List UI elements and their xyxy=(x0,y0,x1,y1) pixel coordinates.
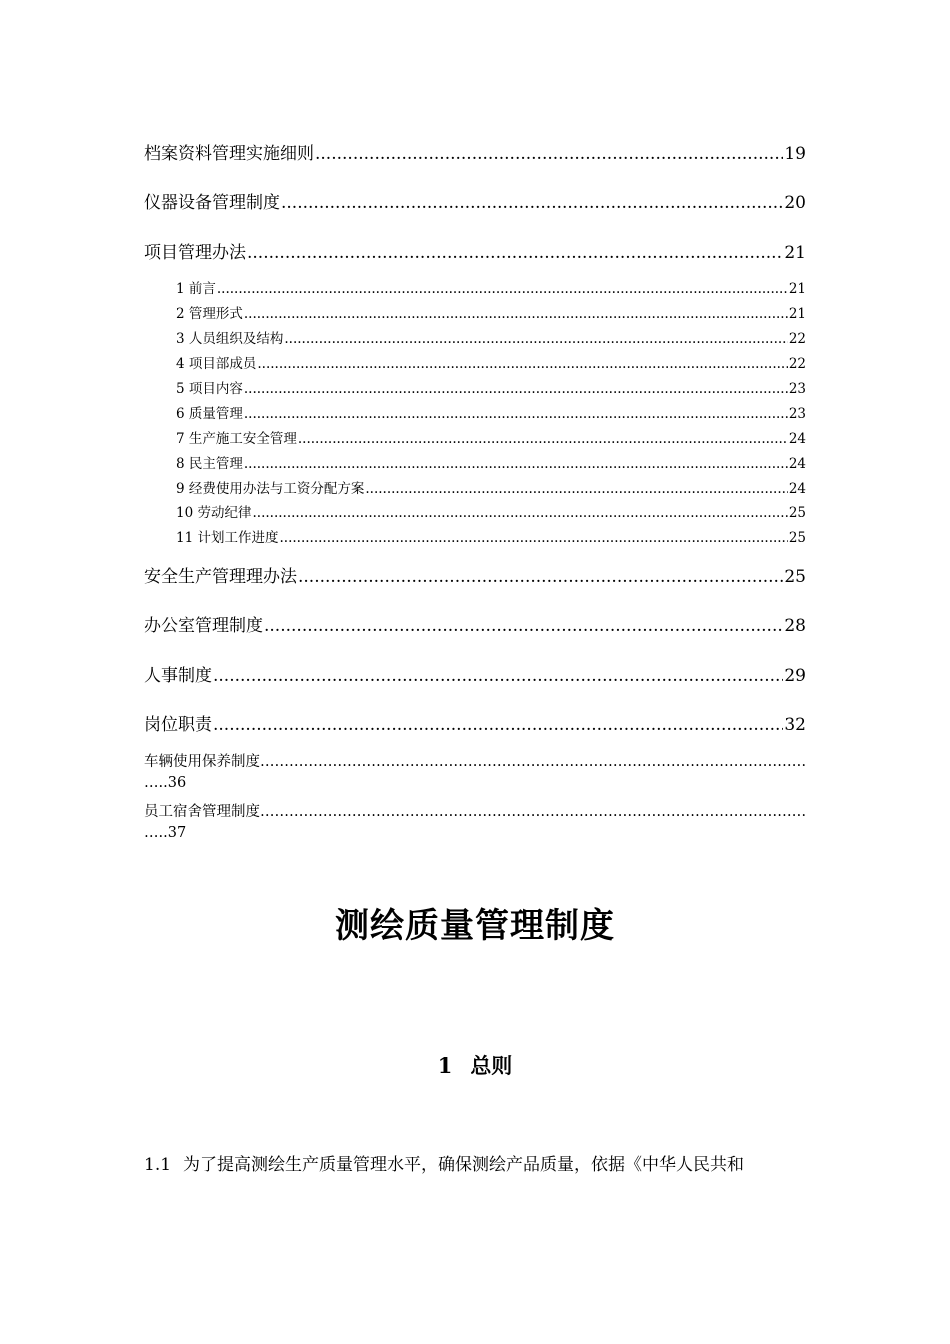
toc-leader-dots xyxy=(298,431,788,447)
toc-entry-page: 28 xyxy=(784,616,806,636)
section-title: 总则 xyxy=(470,1053,513,1078)
toc-subentry[interactable] xyxy=(176,526,806,546)
toc-leader-dots xyxy=(260,754,806,770)
toc-subentry-page: 25 xyxy=(788,530,806,546)
toc-leader-dots xyxy=(279,530,787,546)
toc-leader-dots xyxy=(315,144,783,164)
toc-subentry-title: 10 劳动纪律 xyxy=(176,505,252,521)
toc-subentry[interactable] xyxy=(176,452,806,472)
toc-subentry-page: 24 xyxy=(788,481,806,497)
toc-subentry-title: 9 经费使用办法与工资分配方案 xyxy=(176,481,365,497)
toc-entry-wrapped[interactable] xyxy=(144,750,806,771)
toc-entry[interactable] xyxy=(144,661,806,686)
toc-subentry-page: 23 xyxy=(788,406,806,422)
toc-entry-title: 办公室管理制度 xyxy=(144,616,263,636)
toc-leader-dots xyxy=(257,356,787,372)
toc-subentry-title: 1 前言 xyxy=(176,281,216,297)
toc-subentry-title: 3 人员组织及结构 xyxy=(176,331,284,347)
toc-entry-title: 仪器设备管理制度 xyxy=(144,193,280,213)
toc-leader-dots xyxy=(213,666,783,686)
toc-subentry[interactable] xyxy=(176,352,806,372)
toc-entry-page: 25 xyxy=(784,567,806,587)
toc-entry-page: 21 xyxy=(784,243,806,263)
toc-entry[interactable] xyxy=(144,710,806,735)
toc-leader-dots xyxy=(244,406,788,422)
toc-leader-dots xyxy=(252,505,787,521)
paragraph xyxy=(144,1150,814,1175)
toc-entry-page: 32 xyxy=(784,715,806,735)
toc-subentry[interactable] xyxy=(176,427,806,447)
toc-leader-dots xyxy=(298,567,783,587)
toc-leader-dots xyxy=(244,381,788,397)
toc-subentry-title: 11 计划工作进度 xyxy=(176,530,279,546)
toc-subentry[interactable] xyxy=(176,477,806,497)
toc-subentry[interactable] xyxy=(176,277,806,297)
toc-leader-dots xyxy=(284,331,787,347)
toc-entry-title: 人事制度 xyxy=(144,666,212,686)
toc-entry-page: 20 xyxy=(784,193,806,213)
toc-leader-dots xyxy=(281,193,783,213)
document-title: 测绘质量管理制度 xyxy=(335,906,615,946)
toc-entry[interactable] xyxy=(144,562,806,587)
toc-subentry-page: 21 xyxy=(788,306,806,322)
toc-subentry-page: 24 xyxy=(788,456,806,472)
toc-subentry-page: 23 xyxy=(788,381,806,397)
toc-subentry-page: 22 xyxy=(788,356,806,372)
toc-subentry-page: 25 xyxy=(788,505,806,521)
toc-leader-dots xyxy=(247,243,783,263)
paragraph-number: 1.1 xyxy=(144,1155,172,1175)
section-heading xyxy=(0,1050,950,1080)
toc-leader-dots xyxy=(217,281,788,297)
toc-subentry[interactable] xyxy=(176,402,806,422)
toc-entry-title: 安全生产管理理办法 xyxy=(144,567,297,587)
toc-leader-dots xyxy=(213,715,783,735)
toc-leader-dots xyxy=(365,481,787,497)
toc-entry-title: 项目管理办法 xyxy=(144,243,246,263)
toc-entry-title: 车辆使用保养制度 xyxy=(144,754,260,770)
toc-entry-page: 19 xyxy=(784,144,806,164)
toc-entry[interactable] xyxy=(144,188,806,213)
toc-leader-dots xyxy=(260,804,806,820)
toc-subentry[interactable] xyxy=(176,377,806,397)
toc-subentry[interactable] xyxy=(176,327,806,347)
toc-subentry-title: 4 项目部成员 xyxy=(176,356,257,372)
toc-entry-continuation: …..36 xyxy=(144,775,187,791)
toc-entry-title: 岗位职责 xyxy=(144,715,212,735)
toc-subentry-page: 24 xyxy=(788,431,806,447)
toc-subentry-title: 6 质量管理 xyxy=(176,406,243,422)
toc-subentry-title: 8 民主管理 xyxy=(176,456,243,472)
toc-entry-wrapped[interactable] xyxy=(144,800,806,821)
paragraph-text: 为了提高测绘生产质量管理水平，确保测绘产品质量，依据《中华人民共和 xyxy=(183,1155,745,1175)
toc-entry-page: 29 xyxy=(784,666,806,686)
toc-subentry-title: 2 管理形式 xyxy=(176,306,243,322)
toc-subentry-page: 21 xyxy=(788,281,806,297)
toc-entry[interactable] xyxy=(144,611,806,636)
toc-leader-dots xyxy=(264,616,783,636)
toc-entry[interactable] xyxy=(144,238,806,263)
toc-subentry-title: 5 项目内容 xyxy=(176,381,243,397)
toc-subentry-page: 22 xyxy=(788,331,806,347)
toc-subentry-title: 7 生产施工安全管理 xyxy=(176,431,297,447)
toc-entry[interactable] xyxy=(144,139,806,164)
toc-leader-dots xyxy=(244,456,788,472)
toc-entry-title: 档案资料管理实施细则 xyxy=(144,144,314,164)
toc-subentry[interactable] xyxy=(176,501,806,521)
toc-entry-continuation: …..37 xyxy=(144,825,187,841)
toc-leader-dots xyxy=(244,306,788,322)
section-number: 1 xyxy=(437,1053,453,1078)
toc-subentry[interactable] xyxy=(176,302,806,322)
toc-entry-title: 员工宿舍管理制度 xyxy=(144,804,260,820)
